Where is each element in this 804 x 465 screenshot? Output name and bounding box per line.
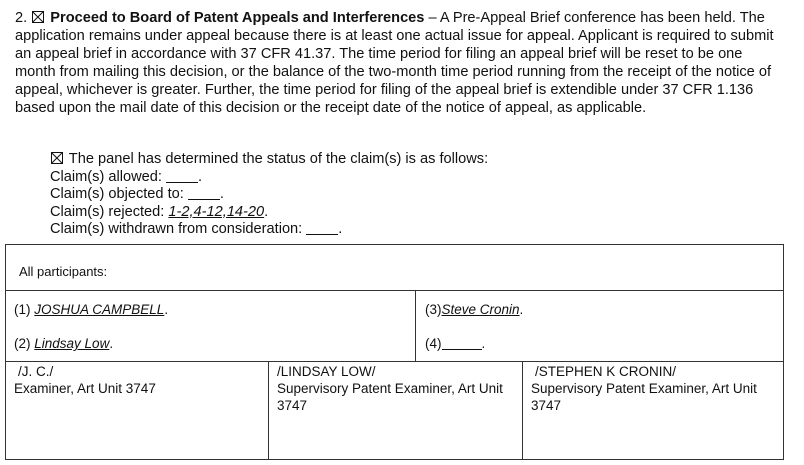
participant-1: (1) JOSHUA CAMPBELL. bbox=[14, 302, 169, 317]
claims-status bbox=[50, 151, 488, 239]
divider bbox=[5, 361, 784, 362]
claims-allowed-row: Claim(s) allowed: . bbox=[50, 168, 203, 185]
participant-number: (1) bbox=[14, 302, 31, 317]
participant-4: (4) . bbox=[425, 336, 486, 351]
divider bbox=[5, 290, 784, 291]
checked-box-icon[interactable] bbox=[32, 11, 44, 23]
claims-rejected-row: Claim(s) rejected: 1-2,4-12,14-20. bbox=[50, 203, 269, 220]
claims-withdrawn-row: Claim(s) withdrawn from consideration: . bbox=[50, 221, 343, 237]
claims-rejected-value: 1-2,4-12,14-20 bbox=[168, 203, 265, 220]
signature-title: Examiner, Art Unit 3747 bbox=[14, 381, 156, 396]
claims-objected-label: Claim(s) objected to: bbox=[50, 186, 184, 202]
participant-3: (3)Steve Cronin. bbox=[425, 302, 524, 317]
participants-frame bbox=[5, 244, 784, 460]
divider bbox=[415, 290, 416, 361]
participant-name: JOSHUA CAMPBELL bbox=[34, 302, 165, 317]
signature: /STEPHEN K CRONIN/ bbox=[535, 364, 677, 379]
signature-title: Supervisory Patent Examiner, Art Unit 3747 bbox=[277, 381, 503, 413]
item-body: – A Pre-Appeal Brief conference has been held. The application remains under appeal because there is at least one actual issue for appeal. Applicant is required to submit an appeal brief in accordance with 37 CFR 41.37. The time period for filing an appeal brief will be reset to be one month from mailing this decision, or the balance of the two-month time period running from the receipt of the notice of appeal, whichever is greater. Further, the time period for filing of the appeal brief is extendible under 37 CFR 1.136 based upon the mail date of this decision or the receipt date of the notice of appeal, as applicable. bbox=[15, 10, 774, 116]
item-2-paragraph bbox=[15, 9, 785, 117]
participant-number: (4) bbox=[425, 336, 442, 351]
status-intro-text: The panel has determined the status of the claim(s) is as follows: bbox=[68, 151, 489, 167]
claims-objected-row: Claim(s) objected to: . bbox=[50, 186, 224, 202]
divider bbox=[268, 361, 269, 460]
signature: /LINDSAY LOW/ bbox=[277, 364, 376, 379]
claims-objected-value bbox=[188, 187, 220, 200]
participant-number: (2) bbox=[14, 336, 31, 351]
claims-withdrawn-label: Claim(s) withdrawn from consideration: bbox=[50, 221, 303, 237]
signature-block-2 bbox=[277, 363, 512, 414]
participant-name: Lindsay Low bbox=[34, 336, 110, 351]
claims-allowed-value bbox=[166, 170, 198, 183]
participant-2: (2) Lindsay Low. bbox=[14, 336, 114, 351]
item-heading: Proceed to Board of Patent Appeals and Interferences bbox=[50, 10, 425, 26]
claims-allowed-label: Claim(s) allowed: bbox=[50, 168, 162, 185]
participant-blank bbox=[442, 337, 482, 350]
claims-withdrawn-value bbox=[306, 222, 338, 235]
signature-block-3 bbox=[531, 363, 776, 414]
item-number: 2. bbox=[15, 10, 28, 26]
checked-box-icon[interactable] bbox=[51, 152, 63, 164]
claims-status-intro bbox=[50, 151, 488, 169]
signature-title: Supervisory Patent Examiner, Art Unit 3747 bbox=[531, 381, 757, 413]
divider bbox=[522, 361, 523, 460]
participant-name: Steve Cronin bbox=[441, 302, 520, 317]
participants-header: All participants: bbox=[19, 264, 108, 279]
signature: /J. C./ bbox=[18, 364, 54, 379]
participant-number: (3) bbox=[425, 302, 442, 317]
claims-rejected-label: Claim(s) rejected: bbox=[50, 203, 165, 220]
signature-block-1 bbox=[14, 363, 258, 397]
